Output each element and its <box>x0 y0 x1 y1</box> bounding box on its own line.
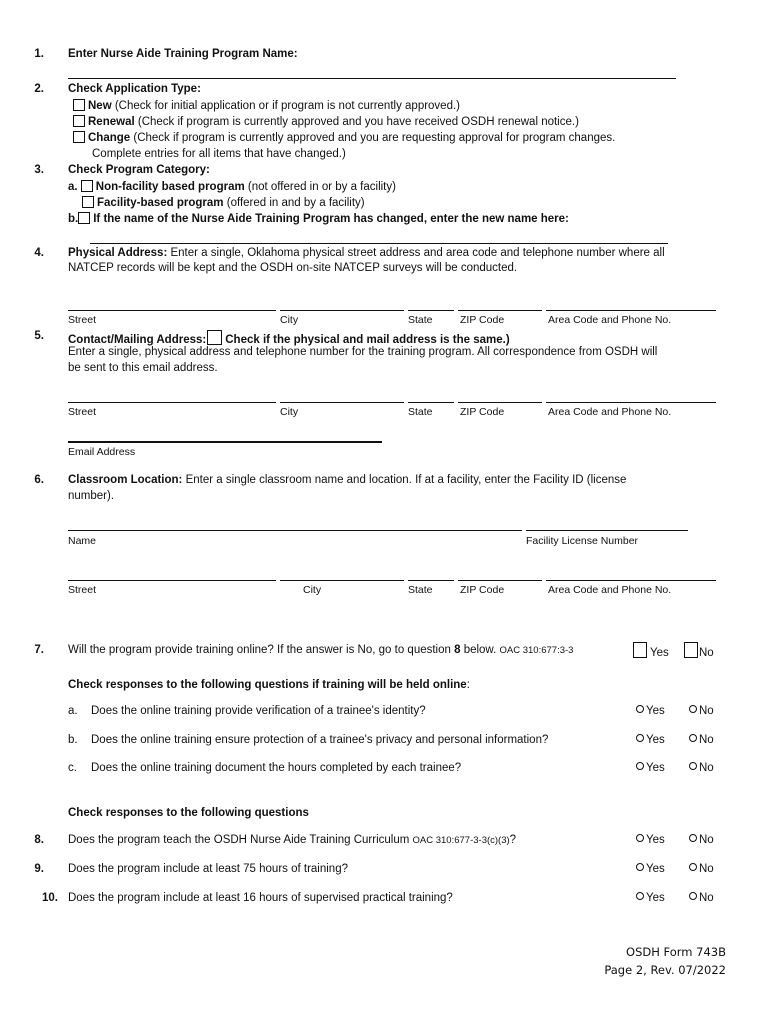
q10-no <box>689 892 714 904</box>
program-name-field[interactable] <box>68 78 676 79</box>
nonfacility-label: Non-facility based program <box>95 181 245 193</box>
mail-city-label: City <box>280 406 299 418</box>
q7c-no-label: No <box>699 762 714 774</box>
q7b-yes-radio[interactable] <box>636 734 644 742</box>
physical-state-field[interactable] <box>408 310 454 311</box>
classroom-state-label: State <box>408 584 433 596</box>
physical-zip-field[interactable] <box>458 310 542 311</box>
same-address-checkbox[interactable] <box>207 330 222 345</box>
name-change-checkbox[interactable] <box>78 212 90 224</box>
mail-state-field[interactable] <box>408 402 454 403</box>
facility-checkbox[interactable] <box>82 196 94 208</box>
application-type-change <box>73 131 615 144</box>
q8-no-label: No <box>699 834 714 846</box>
classroom-street-label: Street <box>68 584 97 596</box>
q7a-text: Does the online training provide verification of a trainee's identity? <box>91 705 426 717</box>
classroom-street-field[interactable] <box>68 580 276 581</box>
q4-desc2: NATCEP records will be kept and the OSDH on-site NATCEP surveys will be conducted. <box>68 262 518 274</box>
q7-no-label: No <box>699 647 714 659</box>
q6-text <box>68 474 626 486</box>
q7b-no <box>689 734 714 746</box>
q7b-yes <box>636 734 665 746</box>
physical-street-field[interactable] <box>68 310 276 311</box>
q8-no <box>689 834 714 846</box>
q7-yes-option <box>633 642 669 659</box>
q7a-yes-label: Yes <box>646 705 665 717</box>
form-number: OSDH Form 743B <box>626 945 726 959</box>
q9-number: 9. <box>34 863 44 875</box>
q8-yes-label: Yes <box>646 834 665 846</box>
q5-desc2: be sent to this email address. <box>68 362 218 374</box>
q7b-no-radio[interactable] <box>689 734 697 742</box>
q7b-text: Does the online training ensure protection of a trainee's privacy and personal information? <box>91 734 549 746</box>
facility-label: Facility-based program <box>97 197 224 209</box>
q5-number: 5. <box>34 330 44 342</box>
q7c-yes-label: Yes <box>646 762 665 774</box>
q9-no-radio[interactable] <box>689 863 697 871</box>
q7-yes-label: Yes <box>650 647 669 659</box>
facility-desc: (offered in and by a facility) <box>223 197 365 209</box>
change-desc: (Check if program is currently approved and you are requesting approval for program changes. <box>130 132 616 144</box>
application-type-new <box>73 99 460 112</box>
physical-phone-field[interactable] <box>546 310 716 311</box>
q6-label: Classroom Location: <box>68 474 183 486</box>
q8-yes <box>636 834 665 846</box>
physical-street-label: Street <box>68 314 97 326</box>
physical-zip-label: ZIP Code <box>460 314 505 326</box>
q2-label: Check Application Type: <box>68 83 201 95</box>
renewal-desc: (Check if program is currently approved and you have received OSDH renewal notice.) <box>134 116 579 128</box>
q9-yes-label: Yes <box>646 863 665 875</box>
q5-desc1: Enter a single, physical address and telephone number for the training program. All correspondence from OSDH will <box>68 346 658 358</box>
q9-no-label: No <box>699 863 714 875</box>
mail-zip-field[interactable] <box>458 402 542 403</box>
classroom-state-field[interactable] <box>408 580 454 581</box>
q7-text <box>68 644 573 656</box>
q4-text <box>68 247 665 259</box>
q4-number: 4. <box>34 247 44 259</box>
classroom-name-label: Name <box>68 535 97 547</box>
q3-number: 3. <box>34 164 44 176</box>
q6-number: 6. <box>34 474 44 486</box>
q7a-no-label: No <box>699 705 714 717</box>
q7c-no <box>689 762 714 774</box>
nonfacility-desc: (not offered in or by a facility) <box>244 181 396 193</box>
q10-no-label: No <box>699 892 714 904</box>
q7a-letter: a. <box>68 705 78 717</box>
mail-street-field[interactable] <box>68 402 276 403</box>
q8-text <box>68 834 516 846</box>
q10-number: 10. <box>42 892 58 904</box>
q10-yes-label: Yes <box>646 892 665 904</box>
q6-desc1: Enter a single classroom name and location. If at a facility, enter the Facility ID (license <box>182 474 627 486</box>
q7-text-bold: 8 <box>454 644 461 656</box>
online-questions-heading <box>68 679 470 691</box>
online-head-colon: : <box>466 679 470 691</box>
q10-text: Does the program include at least 16 hours of supervised practical training? <box>68 892 453 904</box>
q9-text: Does the program include at least 75 hours of training? <box>68 863 348 875</box>
classroom-city-label: City <box>303 584 322 596</box>
mail-state-label: State <box>408 406 433 418</box>
q7-text-c: below. <box>460 644 500 656</box>
physical-city-field[interactable] <box>280 310 404 311</box>
q8-no-radio[interactable] <box>689 834 697 842</box>
mail-zip-label: ZIP Code <box>460 406 505 418</box>
q7-no-option <box>684 642 714 659</box>
physical-phone-label: Area Code and Phone No. <box>548 314 672 326</box>
q10-yes-radio[interactable] <box>636 892 644 900</box>
change-checkbox[interactable] <box>73 131 85 143</box>
classroom-name-field[interactable] <box>68 530 522 531</box>
a-prefix: a. <box>68 181 78 193</box>
online-head-text: Check responses to the following questions if training will be held online <box>68 679 467 691</box>
change-desc-2: Complete entries for all items that have changed.) <box>92 148 346 160</box>
change-label: Change <box>88 132 131 144</box>
q7c-no-radio[interactable] <box>689 762 697 770</box>
classroom-zip-label: ZIP Code <box>460 584 505 596</box>
renewal-label: Renewal <box>88 116 135 128</box>
q7b-yes-label: Yes <box>646 734 665 746</box>
q5-heading <box>68 330 510 346</box>
q2-number: 2. <box>34 83 44 95</box>
q5-label: Contact/Mailing Address: <box>68 334 207 346</box>
q7-ref: OAC 310:677:3-3 <box>499 645 574 656</box>
physical-city-label: City <box>280 314 299 326</box>
q7b-no-label: No <box>699 734 714 746</box>
q7a-yes <box>636 705 665 717</box>
classroom-city-field[interactable] <box>280 580 404 581</box>
facility-license-field[interactable] <box>526 530 688 531</box>
facility-license-label: Facility License Number <box>526 535 639 547</box>
classroom-phone-field[interactable] <box>546 580 716 581</box>
q1-label: Enter Nurse Aide Training Program Name: <box>68 48 298 60</box>
email-label: Email Address <box>68 446 136 458</box>
q7-yes-checkbox[interactable] <box>633 642 647 658</box>
new-desc: (Check for initial application or if program is not currently approved.) <box>111 100 461 112</box>
mail-phone-field[interactable] <box>546 402 716 403</box>
email-field[interactable] <box>68 441 382 443</box>
q7c-yes <box>636 762 665 774</box>
category-facility <box>82 196 365 209</box>
q8-text-main: Does the program teach the OSDH Nurse Aide Training Curriculum <box>68 834 413 846</box>
category-nonfacility <box>68 180 396 193</box>
q9-no <box>689 863 714 875</box>
mail-street-label: Street <box>68 406 97 418</box>
physical-state-label: State <box>408 314 433 326</box>
new-name-field[interactable] <box>90 243 668 244</box>
q7a-yes-radio[interactable] <box>636 705 644 713</box>
q10-no-radio[interactable] <box>689 892 697 900</box>
classroom-zip-field[interactable] <box>458 580 542 581</box>
q7-no-checkbox[interactable] <box>684 642 698 658</box>
q4-desc1: Enter a single, Oklahoma physical street address and area code and telephone number where all <box>167 247 665 259</box>
q8-number: 8. <box>34 834 44 846</box>
application-type-renewal <box>73 115 579 128</box>
q6-desc2: number). <box>68 490 115 502</box>
classroom-phone-label: Area Code and Phone No. <box>548 584 672 596</box>
q8-tail: ? <box>509 834 517 846</box>
name-change-text: If the name of the Nurse Aide Training Program has changed, enter the new name here: <box>93 213 569 225</box>
new-checkbox[interactable] <box>73 99 85 111</box>
q9-yes-radio[interactable] <box>636 863 644 871</box>
new-label: New <box>88 100 112 112</box>
mail-phone-label: Area Code and Phone No. <box>548 406 672 418</box>
q7a-no <box>689 705 714 717</box>
same-address-label: Check if the physical and mail address is the same.) <box>225 334 510 346</box>
q7c-yes-radio[interactable] <box>636 762 644 770</box>
q8-yes-radio[interactable] <box>636 834 644 842</box>
questions-heading: Check responses to the following questions <box>68 807 309 819</box>
mail-city-field[interactable] <box>280 402 404 403</box>
name-change <box>68 212 569 225</box>
q4-label: Physical Address: <box>68 247 168 259</box>
page-revision: Page 2, Rev. 07/2022 <box>604 963 726 977</box>
q7b-letter: b. <box>68 734 78 746</box>
renewal-checkbox[interactable] <box>73 115 85 127</box>
q8-ref: OAC 310:677-3-3(c)(3) <box>412 835 510 846</box>
q3-label: Check Program Category: <box>68 164 210 176</box>
nonfacility-checkbox[interactable] <box>81 180 93 192</box>
q10-yes <box>636 892 665 904</box>
q9-yes <box>636 863 665 875</box>
q7c-text: Does the online training document the hours completed by each trainee? <box>91 762 462 774</box>
q7-number: 7. <box>34 644 44 656</box>
q7c-letter: c. <box>68 762 77 774</box>
q7a-no-radio[interactable] <box>689 705 697 713</box>
q7-text-a: Will the program provide training online? If the answer is No, go to question <box>68 644 455 656</box>
b-prefix: b. <box>68 213 79 225</box>
q1-number: 1. <box>34 48 44 60</box>
